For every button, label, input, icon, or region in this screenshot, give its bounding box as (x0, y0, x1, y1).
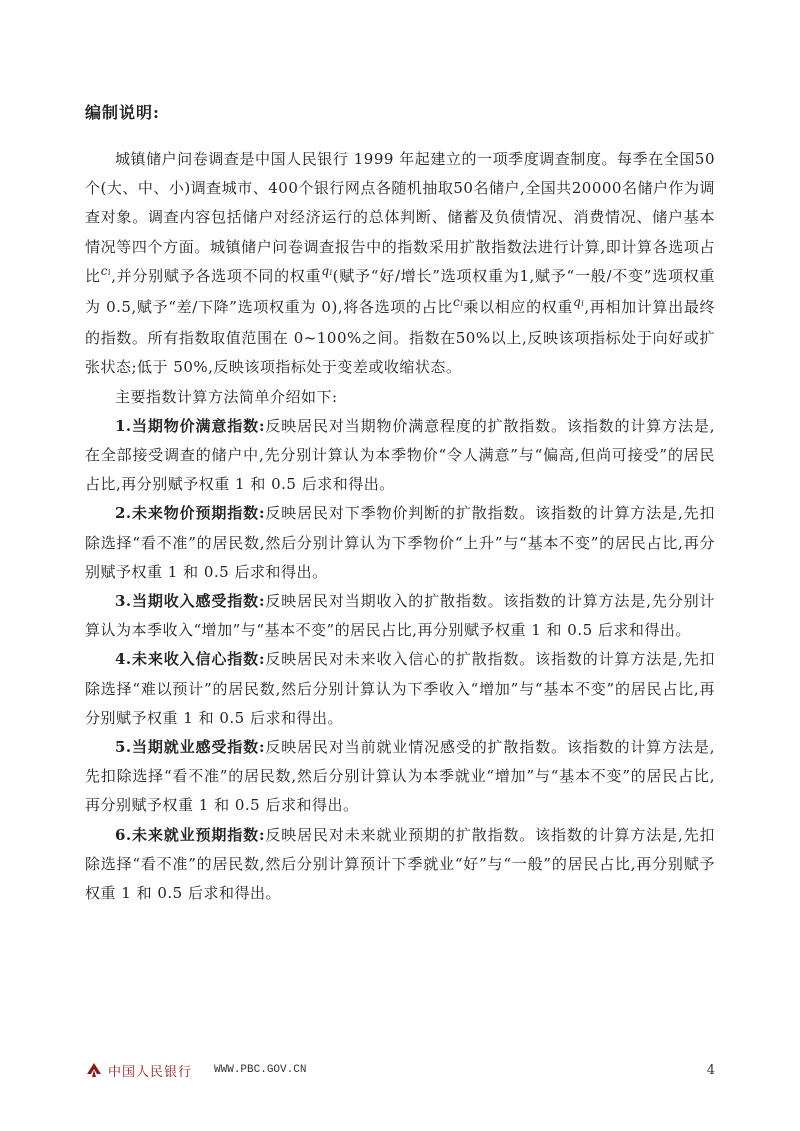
index-description: 反映居民对未来收入信心的扩散指数。该指数的计算方法是,先扣除选择“难以预计”的居民数,然后分别计算认为下季收入“增加”与“基本不变”的居民占比,再分别赋予权重 1 和 0.5 后求和得出。 (85, 650, 715, 727)
bank-name: 中国人民银行 (108, 1064, 193, 1080)
methods-intro: 主要指数计算方法简单介绍如下: (115, 387, 338, 406)
index-item-3 (85, 587, 715, 645)
index-title: 3.当期收入感受指数: (115, 592, 266, 611)
page-content (85, 100, 715, 908)
symbol-c: ci (100, 263, 112, 278)
intro-text-e: ,再相加计算出最终的指数。所有指数取值范围在 0~100%之间。指数在50%以上,反映该项指标处于向好或扩张状态;低于 50%,反映该项指标处于变差或收缩状态。 (85, 298, 715, 377)
index-item-6 (85, 821, 715, 909)
intro-paragraph (85, 145, 715, 383)
index-item-5 (85, 733, 715, 821)
intro-text-c: (赋予“好/增长”选项权重为1,赋予“一般/不变”选项权重为 0.5,赋予“差/下降”选项权重为 0),将各选项的占比 (85, 266, 715, 317)
index-title: 1.当期物价满意指数: (115, 416, 266, 435)
index-item-1 (85, 412, 715, 500)
page-footer (85, 1058, 715, 1082)
index-description: 反映居民对当前就业情况感受的扩散指数。该指数的计算方法是,先扣除选择“看不准”的居民数,然后分别计算认为本季就业“增加”与“基本不变”的居民占比,再分别赋予权重 1 和 0.5 后求和得出。 (85, 738, 715, 815)
symbol-q: qi (321, 263, 333, 278)
intro-text-b: ,并分别赋予各选项不同的权重 (111, 266, 322, 285)
index-description: 反映居民对未来就业预期的扩散指数。该指数的计算方法是,先扣除选择“看不准”的居民数,然后分别计算预计下季就业“好”与“一般”的居民占比,再分别赋予权重 1 和 0.5 后求和得出。 (85, 825, 715, 903)
index-title: 5.当期就业感受指数: (115, 738, 266, 757)
index-description: 反映居民对下季物价判断的扩散指数。该指数的计算方法是,先扣除选择“看不准”的居民数,然后分别计算认为下季物价“上升”与“基本不变”的居民占比,再分别赋予权重 1 和 0.5 后求和得出。 (85, 504, 715, 581)
index-title: 2.未来物价预期指数: (115, 504, 266, 523)
index-item-2 (85, 499, 715, 587)
footer-logo (85, 1061, 192, 1080)
intro-text-d: 乘以相应的权重 (463, 298, 574, 317)
website-link[interactable]: WWW.PBC.GOV.CN (214, 1064, 307, 1076)
index-title: 6.未来就业预期指数: (115, 825, 266, 844)
symbol-c-2: ci (452, 295, 464, 310)
section-heading: 编制说明: (85, 103, 160, 122)
index-item-4 (85, 645, 715, 733)
index-description: 反映居民对当期收入的扩散指数。该指数的计算方法是,先分别计算认为本季收入“增加”与“基本不变”的居民占比,再分别赋予权重 1 和 0.5 后求和得出。 (85, 592, 715, 640)
index-title: 4.未来收入信心指数: (115, 650, 266, 669)
pbc-logo-icon (85, 1062, 103, 1078)
page-number: 4 (706, 1062, 715, 1078)
index-description: 反映居民对当期物价满意程度的扩散指数。该指数的计算方法是,在全部接受调查的储户中,先分别计算认为本季物价“令人满意”与“偏高,但尚可接受”的居民占比,再分别赋予权重 1 和 0.5 后求和得出。 (85, 416, 715, 494)
symbol-q-2: qi (573, 295, 585, 310)
intro-text-a: 城镇储户问卷调查是中国人民银行 1999 年起建立的一项季度调查制度。每季在全国50个(大、中、小)调查城市、400个银行网点各随机抽取50名储户,全国共20000名储户作为调查对象。调查内容包括储户对经济运行的总体判断、储蓄及负债情况、消费情况、储户基本情况等四个方面。城镇储户问卷调查报告中的指数采用扩散指数法进行计算,即计算各选项占比 (85, 150, 715, 285)
